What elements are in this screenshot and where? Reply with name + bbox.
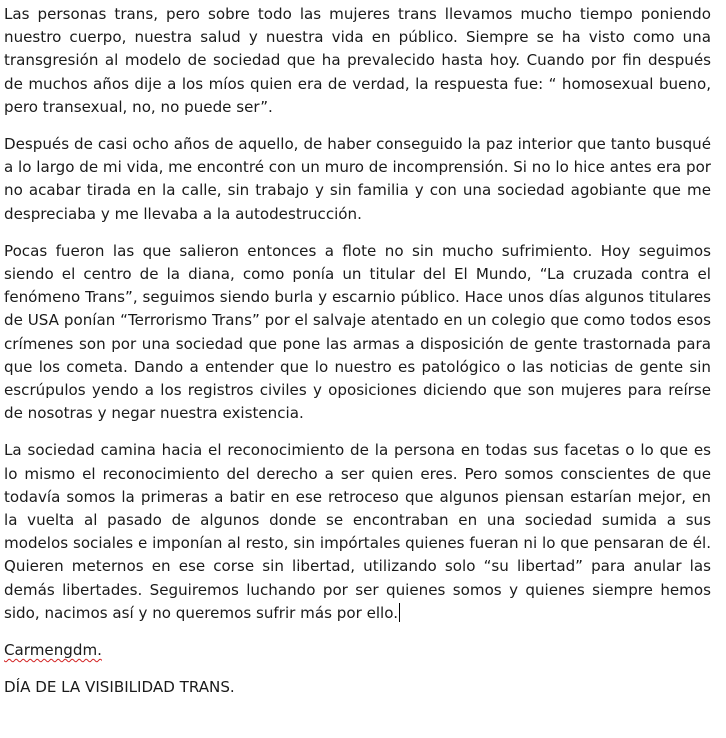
paragraph-3[interactable]: Pocas fueron las que salieron entonces a flote no sin mucho sufrimiento. Hoy seguimos siendo el centro de la diana, como ponía un titular del El Mundo, “La cruzada contra el fenómeno Trans”, seguimos siendo burla y escarnio público. Hace unos días algunos titulares de USA ponían “Terrorismo Trans” por el salvaje atentado en un colegio que como todos esos crímenes son por una sociedad que pone las armas a disposición de gente trastornada para que los cometa. Dando a entender que lo nuestro es patológico o las noticias de gente sin escrúpulos yendo a los registros civiles y oposiciones diciendo que son mujeres para reírse de nosotras y negar nuestra existencia. [4,241,711,423]
paragraph-1[interactable]: Las personas trans, pero sobre todo las mujeres trans llevamos mucho tiempo poniendo nuestro cuerpo, nuestra salud y nuestra vida en público. Siempre se ha visto como una transgresión al modelo de sociedad que ha prevalecido hasta hoy. Cuando por fin después de muchos años dije a los míos quien era de verdad, la respuesta fue: “ homosexual bueno, pero transexual, no, no puede ser”. [4,5,711,116]
paragraph-4[interactable] [4,439,711,625]
signature-line[interactable] [4,639,711,662]
paragraph-2[interactable]: Después de casi ocho años de aquello, de haber conseguido la paz interior que tanto busqué a lo largo de mi vida, me encontré con un muro de incomprensión. Si no lo hice antes era por no acabar tirada en la calle, sin trabajo y sin familia y con una sociedad agobiante que me despreciaba y me llevaba a la autodestrucción. [4,135,712,223]
text-cursor [399,603,400,622]
closing-line[interactable]: DÍA DE LA VISIBILIDAD TRANS. [4,678,235,697]
signature: Carmengdm. [4,641,102,660]
paragraph-4-text: La sociedad camina hacia el reconocimiento de la persona en todas sus facetas o lo que es lo mismo el reconocimiento del derecho a ser quien eres. Pero somos conscientes de que todavía somos la primeras a batir en ese retroceso que algunos piensan estarían mejor, en la vuelta al pasado de algunos donde se encontraban en una sociedad sumida a sus modelos sociales e imponían al resto, sin impórtales quienes fueran ni lo que pensaran de él. Quieren meternos en ese corse sin libertad, utilizando solo “su libertad” para anular las demás libertades. Seguiremos luchando por ser quienes somos y quienes siempre hemos sido, nacimos así y no queremos sufrir más por ello. [4,441,711,622]
document-body[interactable] [4,3,711,713]
